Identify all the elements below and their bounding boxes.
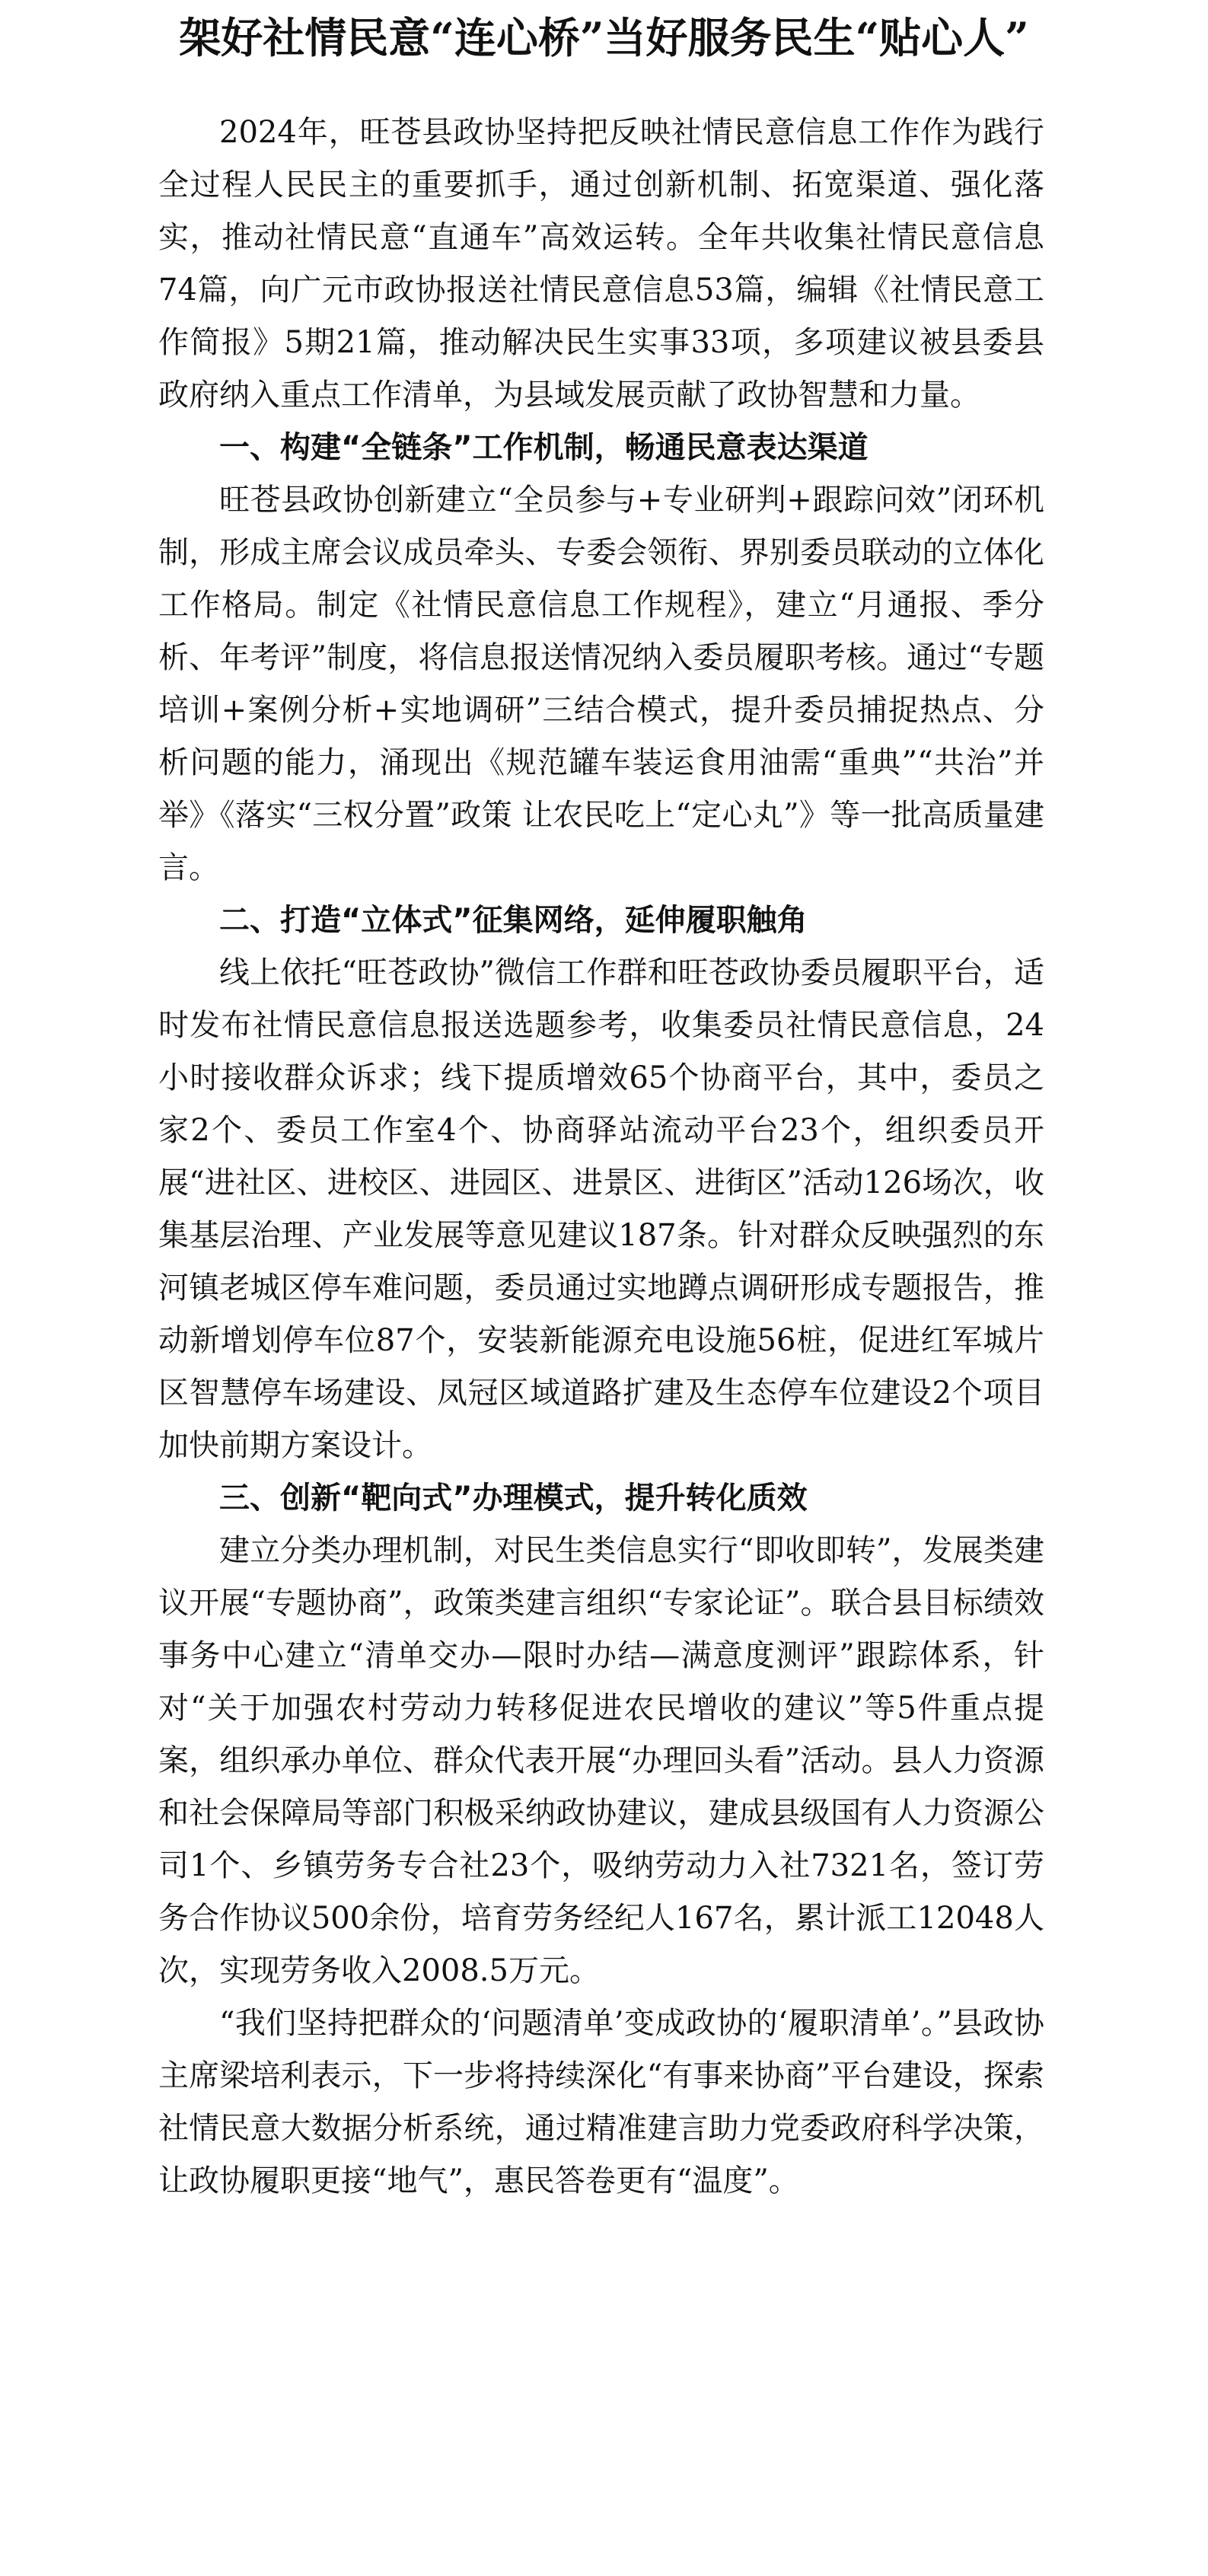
section-1-paragraph: 旺苍县政协创新建立“全员参与+专业研判+跟踪问效”闭环机制，形成主席会议成员牵头、专委会领衔、界别委员联动的立体化工作格局。制定《社情民意信息工作规程》，建立“月通报、季分析、年考评”制度，将信息报送情况纳入委员履职考核。通过“专题培训+案例分析+实地调研”三结合模式，提升委员捕捉热点、分析问题的能力，涌现出《规范罐车装运食用油需“重典”“共治”并举》《落实“三权分置”政策 让农民吃上“定心丸”》等一批高质量建言。	[158, 483, 1044, 885]
article-title: 架好社情民意“连心桥”当好服务民生“贴心人”	[179, 13, 1029, 62]
section-3-heading: 三、创新“靶向式”办理模式，提升转化质效	[219, 1481, 808, 1516]
closing-paragraph: “我们坚持把群众的‘问题清单’变成政协的‘履职清单’。”县政协主席梁培利表示，下一步将持续深化“有事来协商”平台建设，探索社情民意大数据分析系统，通过精准建言助力党委政府科学决策，让政协履职更接“地气”，惠民答卷更有“温度”。	[158, 2006, 1044, 2198]
section-1-heading: 一、构建“全链条”工作机制，畅通民意表达渠道	[219, 430, 869, 465]
article-body	[158, 107, 1044, 2208]
section-3-paragraph: 建立分类办理机制，对民生类信息实行“即收即转”，发展类建议开展“专题协商”，政策类建言组织“专家论证”。联合县目标绩效事务中心建立“清单交办—限时办结—满意度测评”跟踪体系，针对“关于加强农村劳动力转移促进农民增收的建议”等5件重点提案，组织承办单位、群众代表开展“办理回头看”活动。县人力资源和社会保障局等部门积极采纳政协建议，建成县级国有人力资源公司1个、乡镇劳务专合社23个，吸纳劳动力入社7321名，签订劳务合作协议500余份，培育劳务经纪人167名，累计派工12048人次，实现劳务收入2008.5万元。	[158, 1533, 1044, 1988]
section-2-heading: 二、打造“立体式”征集网络，延伸履职触角	[219, 903, 808, 938]
intro-paragraph: 2024年，旺苍县政协坚持把反映社情民意信息工作作为践行全过程人民民主的重要抓手，通过创新机制、拓宽渠道、强化落实，推动社情民意“直通车”高效运转。全年共收集社情民意信息74篇，向广元市政协报送社情民意信息53篇，编辑《社情民意工作简报》5期21篇，推动解决民生实事33项，多项建议被县委县政府纳入重点工作清单，为县域发展贡献了政协智慧和力量。	[158, 115, 1044, 413]
section-2-paragraph: 线上依托“旺苍政协”微信工作群和旺苍政协委员履职平台，适时发布社情民意信息报送选题参考，收集委员社情民意信息，24小时接收群众诉求；线下提质增效65个协商平台，其中，委员之家2个、委员工作室4个、协商驿站流动平台23个，组织委员开展“进社区、进校区、进园区、进景区、进街区”活动126场次，收集基层治理、产业发展等意见建议187条。针对群众反映强烈的东河镇老城区停车难问题，委员通过实地蹲点调研形成专题报告，推动新增划停车位87个，安装新能源充电设施56桩，促进红军城片区智慧停车场建设、凤冠区域道路扩建及生态停车位建设2个项目加快前期方案设计。	[158, 955, 1044, 1463]
